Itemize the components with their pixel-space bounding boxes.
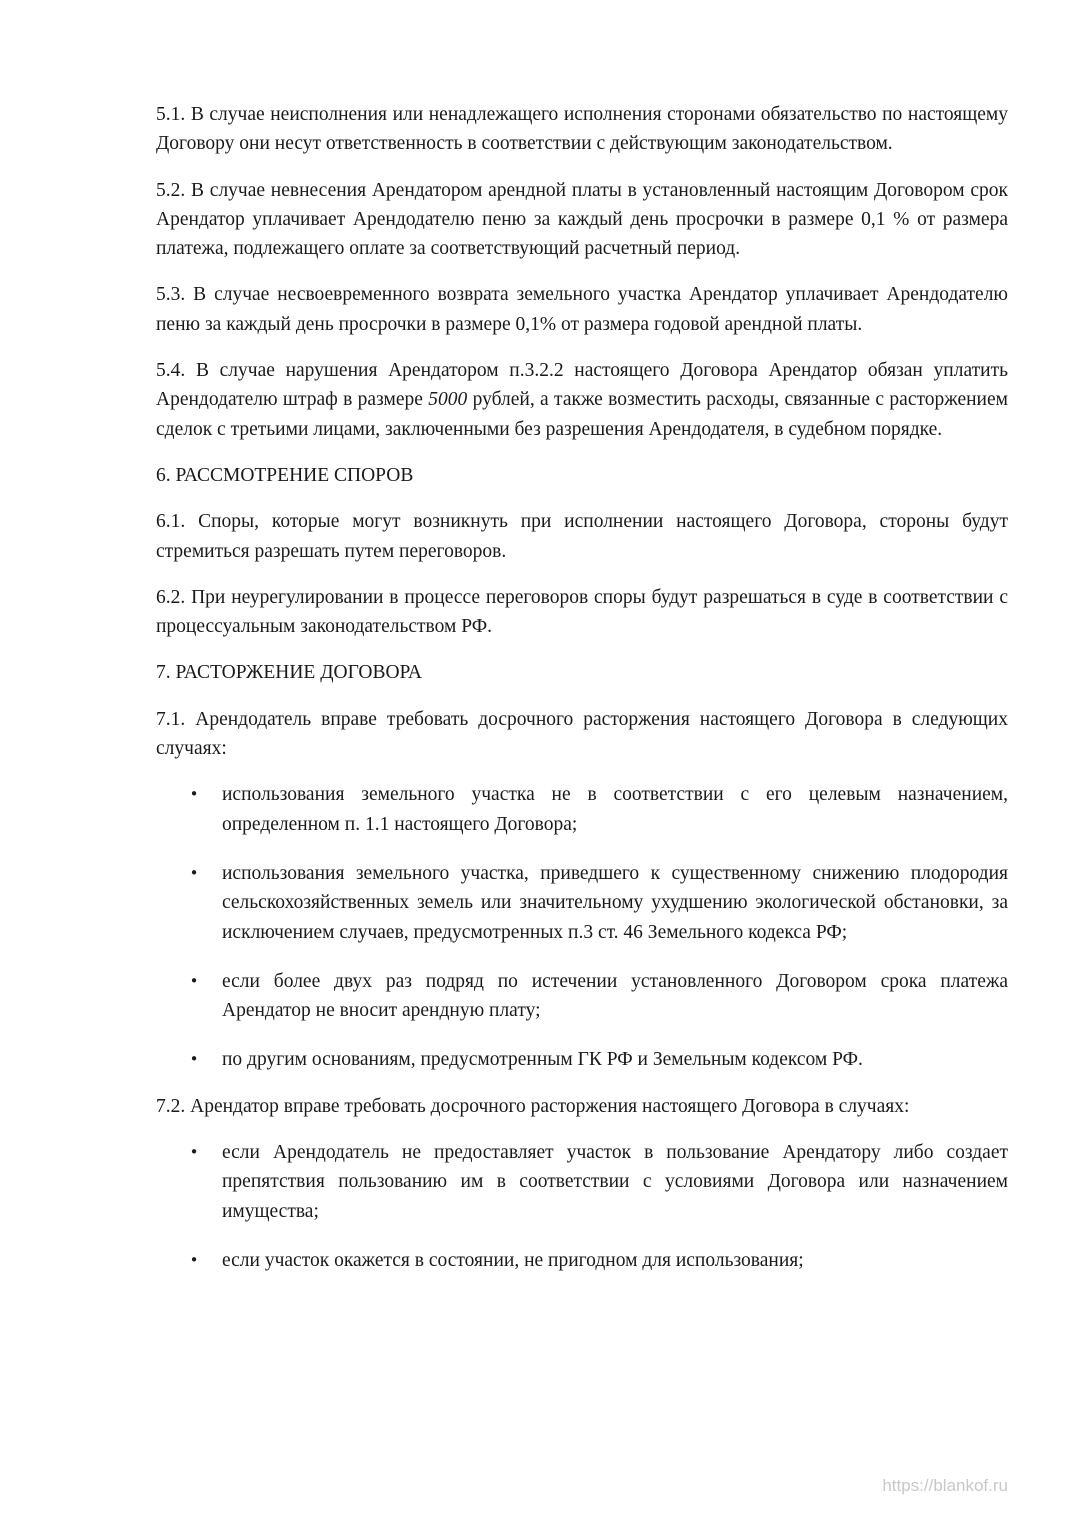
bullet-icon: • [189,1250,199,1269]
list-item [156,967,1008,1026]
document-page [156,100,1008,1292]
list-item-text: если более двух раз подряд по истечении установленного Договором срока платежа Арендатор не вносит арендную плату; [222,970,1008,1022]
list-item [156,1138,1008,1226]
penalty-amount: 5000 [428,389,468,411]
bullet-icon: • [189,863,199,882]
bullet-icon: • [189,785,199,804]
list-item-text: использования земельного участка не в соответствии с его целевым назначением, определенном п. 1.1 настоящего Договора; [222,784,1008,835]
paragraph-5-3: 5.3. В случае несвоевременного возврата земельного участка Арендатор уплачивает Арендодателю пеню за каждый день просрочки в размере 0,1% от размера годовой арендной платы. [156,284,1008,335]
paragraph-5-4 [156,356,1008,444]
section-heading-6: 6. РАССМОТРЕНИЕ СПОРОВ [156,464,414,486]
list-item [156,859,1008,947]
paragraph-5-4-text-end: рублей, а также возместить расходы, связанные с расторжением сделок с третьими лицами, заключенными без разрешения Арендодателя, в судебном порядке. [156,389,1008,440]
paragraph-5-1: 5.1. В случае неисполнения или ненадлежащего исполнения сторонами обязательство по настоящему Договору они несут ответственность в соответствии с действующим законодательством. [156,104,1008,155]
paragraph-7-2: 7.2. Арендатор вправе требовать досрочного расторжения настоящего Договора в случаях: [156,1095,910,1117]
list-item-text: если Арендодатель не предоставляет участок в пользование Арендатору либо создает препятствия пользованию им в соответствии с условиями Договора или назначением имущества; [222,1142,1008,1222]
watermark-url: https://blankof.ru [882,1476,1008,1495]
list-item-text: если участок окажется в состоянии, не пригодном для использования; [222,1249,804,1271]
paragraph-5-2: 5.2. В случае невнесения Арендатором арендной платы в установленный настоящим Договором срок Арендатор уплачивает Арендодателю пеню за каждый день просрочки в размере 0,1 % от размера платежа, подлежащего оплате за соответствующий расчетный период. [156,179,1008,260]
paragraph-6-2: 6.2. При неурегулировании в процессе переговоров споры будут разрешаться в суде в соответствии с процессуальным законодательством РФ. [156,586,1008,638]
list-item [156,1045,1008,1074]
bullet-icon: • [189,971,199,990]
list-item-text: по другим основаниям, предусмотренным ГК РФ и Земельным кодексом РФ. [222,1049,863,1071]
paragraph-6-1: 6.1. Споры, которые могут возникнуть при исполнении настоящего Договора, стороны будут стремиться разрешать путем переговоров. [156,511,1008,562]
section-heading-7: 7. РАСТОРЖЕНИЕ ДОГОВОРА [156,662,422,684]
bullet-icon: • [189,1050,199,1069]
list-item-text: использования земельного участка, приведшего к существенному снижению плодородия сельскохозяйственных земель или значительному ухудшению экологической обстановки, за исключением случаев, предусмотренных п.3 ст. 46 Земельного кодекса РФ; [222,862,1008,943]
list-item [156,1246,1008,1275]
list-7-1 [156,780,1008,1074]
list-7-2 [156,1138,1008,1275]
list-item [156,780,1008,839]
paragraph-5-4-text-start: 5.4. В случае нарушения Арендатором п.3.2.2 настоящего Договора Арендатор обязан уплатить Арендодателю штраф в размере [156,360,1008,411]
paragraph-7-1: 7.1. Арендодатель вправе требовать досрочного расторжения настоящего Договора в следующих случаях: [156,708,1008,760]
bullet-icon: • [189,1143,199,1162]
